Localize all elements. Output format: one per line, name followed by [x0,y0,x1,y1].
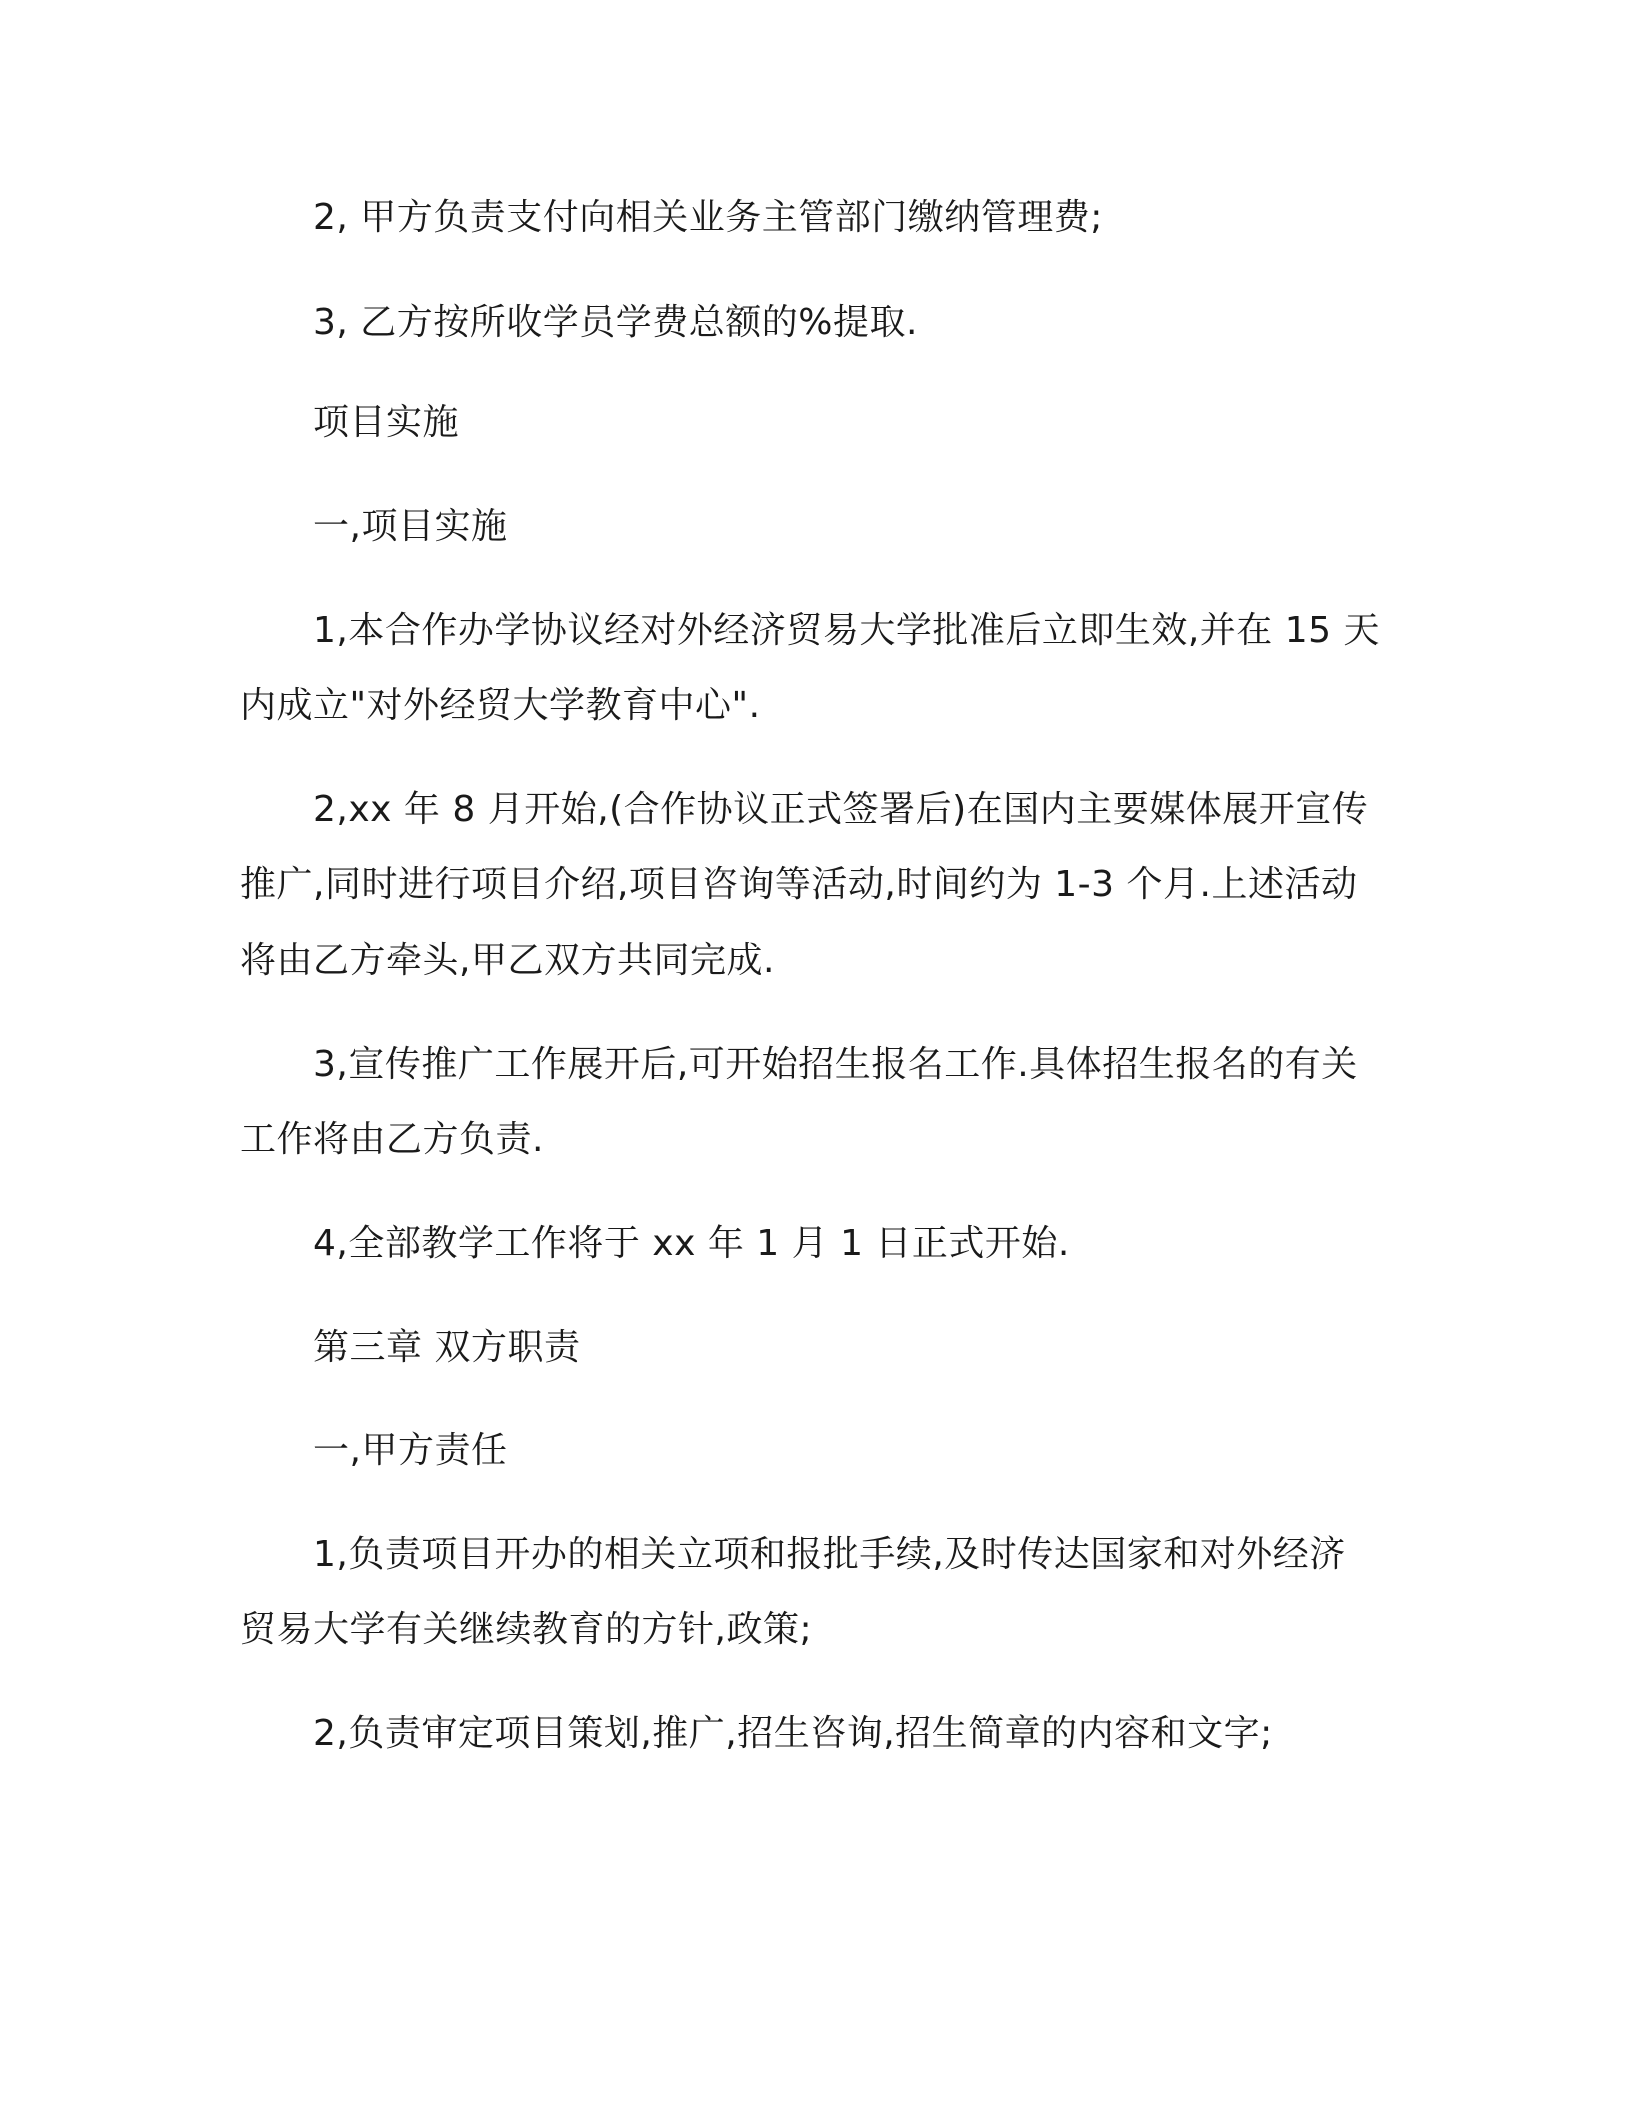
paragraph-line: 2,负责审定项目策划,推广,招生咨询,招生简章的内容和文字; [313,1713,1273,1754]
subsection-heading: 一,甲方责任 [313,1430,508,1471]
paragraph-line: 推广,同时进行项目介绍,项目咨询等活动,时间约为 1-3 个月.上述活动 [240,864,1358,905]
subsection-heading: 一,项目实施 [313,506,508,547]
paragraph-line: 4,全部教学工作将于 xx 年 1 月 1 日正式开始. [313,1223,1070,1264]
paragraph-line: 2,xx 年 8 月开始,(合作协议正式签署后)在国内主要媒体展开宣传 [313,789,1369,830]
paragraph-line: 1,负责项目开办的相关立项和报批手续,及时传达国家和对外经济 [313,1534,1346,1575]
paragraph-line: 贸易大学有关继续教育的方针,政策; [240,1609,813,1650]
paragraph-line: 3,宣传推广工作展开后,可开始招生报名工作.具体招生报名的有关 [313,1044,1358,1085]
section-heading: 项目实施 [313,402,460,443]
paragraph-line: 1,本合作办学协议经对外经济贸易大学批准后立即生效,并在 15 天 [313,610,1380,651]
paragraph-line: 2, 甲方负责支付向相关业务主管部门缴纳管理费; [313,197,1103,238]
paragraph-line: 将由乙方牵头,甲乙双方共同完成. [240,940,775,981]
paragraph-line: 内成立"对外经贸大学教育中心". [240,685,761,726]
paragraph-line: 3, 乙方按所收学员学费总额的%提取. [313,302,918,343]
chapter-heading: 第三章 双方职责 [313,1327,581,1368]
paragraph-line: 工作将由乙方负责. [240,1119,544,1160]
